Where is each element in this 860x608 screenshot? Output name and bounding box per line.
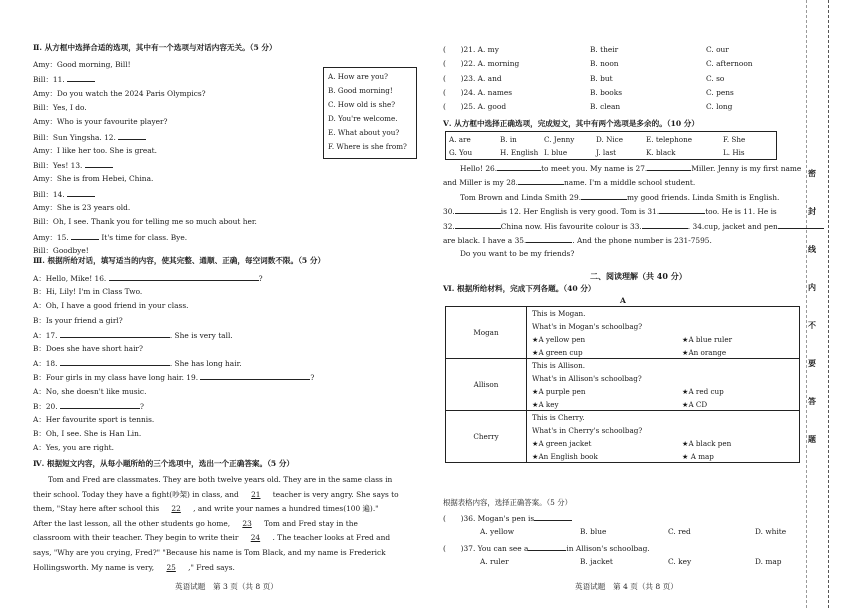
option-f: F. Where is she from? [328, 142, 407, 151]
dialogue-text: A：17. [33, 330, 60, 340]
schoolbag-item: This is Mogan. [532, 309, 586, 318]
seal-char: 密 [808, 168, 816, 178]
answer-blank [71, 232, 99, 240]
answer-blank [534, 513, 572, 521]
part-2-title: 二、阅读理解（共 40 分） [590, 271, 687, 281]
dialogue-text: Amy：15. [33, 232, 72, 242]
dialogue-text: B：Does she have short hair? [33, 344, 143, 353]
dialogue-line [33, 217, 257, 226]
passage-line [33, 533, 390, 542]
word-option: B. in [500, 135, 517, 144]
passage-text: After the last lesson, all the other students go home, [33, 518, 231, 528]
dialogue-line [33, 246, 89, 255]
seal-char: 不 [808, 320, 816, 330]
answer-blank [642, 221, 688, 229]
option-c: C. long [706, 102, 733, 112]
dialogue-text: Bill：Yes! 13. [33, 161, 85, 171]
passage-text: to meet you. My name is 27. [541, 164, 648, 173]
option-b: B. books [590, 87, 623, 97]
dialogue-line [33, 174, 153, 183]
dialogue-line [33, 287, 142, 296]
section-a-label: A [620, 296, 626, 305]
word-option: J. last [596, 148, 617, 157]
seal-char: 答 [808, 396, 816, 406]
dialogue-line [33, 74, 95, 84]
passage-text: classroom with their teacher. They begin to write their [33, 533, 239, 543]
answer-blank [455, 206, 501, 214]
passage-line [33, 548, 386, 557]
answer-blank [109, 273, 259, 281]
table-line [527, 359, 799, 372]
schoolbag-item: ★A purple pen [532, 387, 586, 396]
passage-tail: Tom and Fred stay in the [264, 518, 358, 528]
schoolbag-item: ★A key [532, 400, 559, 409]
dialogue-text: Amy：Who is your favourite player? [33, 117, 168, 127]
dialogue-tail: ? [258, 274, 263, 283]
dialogue-line [33, 387, 146, 396]
dialogue-line [33, 316, 123, 325]
option-row-q: ( )24. A. names [443, 87, 513, 97]
passage-tail: , and write your names a hundred times(100 遍)." [193, 504, 379, 514]
schoolbag-item: ★A green jacket [532, 439, 592, 448]
schoolbag-table [445, 306, 800, 463]
dialogue-line [33, 372, 314, 382]
dialogue-line [33, 358, 242, 368]
table-line [527, 450, 799, 462]
dialogue-text: A：Yes, you are right. [33, 443, 114, 453]
schoolbag-item: ★A green cup [532, 348, 583, 357]
passage-line [443, 221, 824, 231]
dialogue-line [33, 415, 154, 424]
section-6-instruction: 根据表格内容，选择正确答案。（5 分） [443, 498, 572, 507]
dialogue-text: A：Hello, Mike! 16. [33, 274, 109, 283]
choice-a: A. ruler [480, 557, 509, 566]
passage-text: them, "Stay here after school this [33, 504, 160, 514]
blank-number: 23 [242, 518, 252, 528]
seal-char: 要 [808, 358, 816, 368]
passage-text: 30. [443, 207, 455, 216]
passage-tail: . The teacher looks at Fred and [272, 533, 391, 543]
answer-blank [60, 401, 140, 409]
passage-line [33, 490, 399, 499]
answer-blank [581, 192, 627, 200]
table-line [527, 320, 799, 333]
table-line [527, 411, 799, 424]
answer-blank [647, 163, 691, 171]
passage-text: 32. [443, 222, 455, 231]
option-e: E. What about you? [328, 128, 400, 137]
passage-text: is 12. Her English is very good. Tom is 31. [500, 207, 660, 216]
passage-line [33, 519, 358, 528]
passage-text: their school. Today they have a fight(吵架) in class, and [33, 489, 239, 499]
choice-d: D. map [755, 557, 782, 566]
schoolbag-item: ★A CD [682, 400, 708, 409]
dialogue-line [33, 60, 131, 69]
passage-line [460, 249, 574, 258]
question-stem [443, 513, 572, 523]
passage-text: says, "Why are you crying, Fred?" "Because his name is Tom Black, and my name is Frederick [33, 548, 386, 557]
dialogue-line [33, 429, 141, 438]
table-line [527, 424, 799, 437]
schoolbag-item: ★A red cup [682, 387, 724, 396]
passage-line [443, 235, 712, 245]
passage-text: my good friends. Linda Smith is English. [627, 193, 780, 202]
blank-number: 22 [171, 504, 181, 514]
question-text: ( )37. You can see a [443, 544, 529, 553]
word-option: H. English [500, 148, 539, 157]
schoolbag-item: ★ A map [682, 452, 714, 461]
word-option: A. are [449, 135, 471, 144]
answer-blank [200, 372, 310, 380]
dialogue-line [33, 232, 187, 242]
dialogue-line [33, 330, 233, 340]
option-row-q: ( )21. A. my [443, 45, 499, 54]
passage-tail: ," Fred says. [188, 562, 235, 572]
word-option: I. blue [544, 148, 568, 157]
option-d: D. You're welcome. [328, 114, 398, 123]
dialogue-text: B：Oh, I see. She is Han Lin. [33, 429, 142, 439]
section-2-option-box [323, 67, 417, 159]
question-tail: in Allison's schoolbag. [566, 544, 650, 553]
passage-text: Do you want to be my friends? [460, 249, 575, 258]
dialogue-line [33, 146, 157, 155]
passage-line [460, 163, 801, 173]
dialogue-text: Amy：She is from Hebei, China. [33, 174, 154, 184]
table-line [527, 372, 799, 385]
dialogue-line [33, 117, 168, 126]
dialogue-text: Bill：Yes, I do. [33, 102, 87, 112]
choice-a: A. yellow [480, 527, 515, 536]
answer-blank [67, 74, 95, 82]
dialogue-text: Amy：She is 23 years old. [33, 203, 131, 212]
seal-char: 题 [808, 434, 816, 444]
passage-text: . And the phone number is 231-7595. [572, 236, 712, 245]
dialogue-text: Amy：Do you watch the 2024 Paris Olympics? [33, 88, 206, 98]
dialogue-text: B：20. [33, 401, 60, 411]
dialogue-line [33, 132, 146, 142]
word-option: L. His [723, 148, 745, 157]
answer-blank [497, 163, 541, 171]
answer-blank [85, 160, 113, 168]
passage-text: Hollingsworth. My name is very, [33, 562, 155, 572]
table-line [527, 398, 799, 410]
word-option: D. Nice [596, 135, 623, 144]
dialogue-text: Bill：Goodbye! [33, 245, 89, 255]
dialogue-text: Amy：Good morning, Bill! [33, 60, 131, 69]
blank-number: 21 [251, 489, 261, 499]
table-line [527, 437, 799, 450]
word-option: G. You [449, 148, 473, 157]
schoolbag-item: What's in Cherry's schoolbag? [532, 426, 643, 435]
passage-text: cup, jacket and pen [704, 222, 778, 231]
dialogue-text: Bill：11. [33, 75, 68, 85]
answer-blank [778, 221, 824, 229]
choice-b: B. blue [580, 527, 607, 536]
choice-b: B. jacket [580, 557, 613, 566]
dialogue-text: Bill：Oh, I see. Thank you for telling me so much about her. [33, 217, 257, 227]
option-b: B. Good morning! [328, 86, 393, 95]
answer-blank [60, 358, 170, 366]
student-name: Cherry [446, 411, 527, 463]
student-name: Allison [446, 359, 527, 411]
answer-blank [60, 330, 170, 338]
option-c: C. pens [706, 87, 734, 97]
dialogue-line [33, 401, 144, 411]
schoolbag-item: ★A yellow pen [532, 335, 586, 344]
schoolbag-item: ★A black pen [682, 439, 732, 448]
schoolbag-item: ★A blue ruler [682, 335, 733, 344]
question-text: ( )36. Mogan's pen is [443, 514, 535, 523]
passage-line [443, 177, 695, 187]
schoolbag-item: This is Allison. [532, 361, 585, 370]
dialogue-text: B：Hi, Lily! I'm in Class Two. [33, 287, 143, 297]
answer-blank [518, 177, 564, 185]
passage-line [48, 475, 392, 484]
dialogue-line [33, 89, 206, 98]
passage-line [33, 504, 379, 513]
passage-text: . 34. [687, 222, 705, 231]
choice-c: C. red [668, 527, 691, 536]
passage-line [33, 563, 235, 572]
passage-text: and Miller is my 28. [443, 178, 518, 187]
dialogue-line [33, 344, 143, 353]
question-stem [443, 543, 650, 553]
dialogue-line [33, 273, 263, 283]
dialogue-line [33, 203, 130, 212]
seal-char: 线 [808, 244, 816, 254]
passage-text: Miller. Jenny is my first name [691, 164, 802, 173]
schoolbag-item: ★An English book [532, 452, 598, 461]
table-line [527, 385, 799, 398]
word-option: E. telephone [646, 135, 692, 144]
dialogue-line [33, 103, 87, 112]
schoolbag-item: What's in Allison's schoolbag? [532, 374, 642, 383]
option-c: C. afternoon [706, 59, 753, 69]
option-a: A. How are you? [328, 72, 388, 81]
dialogue-line [33, 301, 188, 310]
dialogue-text: A：Her favourite sport is tennis. [33, 415, 155, 424]
page-footer-3: 英语试题 第 3 页（共 8 页） [175, 582, 278, 591]
table-line [527, 333, 799, 346]
answer-blank [526, 235, 572, 243]
section-5-title: Ⅴ. 从方框中选择正确选项，完成短文，其中有两个选项是多余的。（10 分） [443, 119, 699, 128]
seal-char: 封 [808, 206, 816, 216]
option-row-q: ( )25. A. good [443, 102, 507, 112]
table-line [527, 346, 799, 358]
dialogue-text: Amy：I like her too. She is great. [33, 145, 157, 155]
dialogue-tail: ? [139, 401, 144, 411]
dialogue-text: B：Four girls in my class have long hair. 19. [33, 373, 201, 383]
answer-blank [528, 543, 566, 551]
option-row-q: ( )23. A. and [443, 73, 502, 83]
dialogue-line [33, 160, 113, 170]
passage-text: too. He is 11. He is [705, 207, 777, 216]
word-option: K. black [646, 148, 676, 157]
word-option: C. Jenny [544, 135, 575, 144]
option-row-q: ( )22. A. morning [443, 59, 520, 69]
answer-blank [455, 221, 501, 229]
dialogue-tail: It's time for class. Bye. [99, 232, 188, 242]
passage-text: Tom and Fred are classmates. They are both twelve years old. They are in the same class in [48, 475, 393, 484]
dialogue-tail: . She has long hair. [169, 359, 242, 369]
section-2-title: Ⅱ. 从方框中选择合适的选项，其中有一个选项与对话内容无关。（5 分） [33, 43, 277, 52]
option-b: B. their [590, 45, 619, 54]
option-b: B. noon [590, 59, 619, 69]
schoolbag-item: What's in Mogan's schoolbag? [532, 322, 643, 331]
schoolbag-item: This is Cherry. [532, 413, 585, 422]
section-6-title: Ⅵ. 根据所给材料，完成下列各题。（40 分） [443, 284, 596, 293]
option-c: C. How old is she? [328, 100, 396, 109]
dialogue-line [33, 189, 95, 199]
option-b: B. clean [590, 102, 621, 112]
blank-number: 24 [250, 533, 261, 543]
dialogue-text: A：18. [33, 359, 60, 369]
dialogue-tail: ? [310, 373, 315, 383]
passage-text: Hello! 26. [460, 164, 498, 173]
dialogue-text: B：Is your friend a girl? [33, 315, 123, 325]
word-option: F. She [723, 135, 746, 144]
dialogue-text: A：No, she doesn't like music. [33, 386, 147, 396]
answer-blank [67, 189, 95, 197]
dialogue-line [33, 443, 114, 452]
page-divider [806, 0, 807, 608]
student-name: Mogan [446, 307, 527, 359]
choice-c: C. key [668, 557, 692, 566]
schoolbag-item: ★An orange [682, 348, 727, 357]
dialogue-tail: . She is very tall. [169, 330, 233, 340]
page-footer-4: 英语试题 第 4 页（共 8 页） [575, 582, 678, 591]
blank-number: 25 [166, 562, 176, 572]
section-4-title: Ⅳ. 根据短文内容，从每小题所给的三个选项中，选出一个正确答案。（5 分） [33, 459, 295, 468]
dialogue-text: Bill：Sun Yingsha. 12. [33, 132, 119, 142]
passage-text: China now. His favourite colour is 33. [500, 222, 642, 231]
passage-text: are black. I have a 35. [443, 236, 527, 245]
passage-text: Tom Brown and Linda Smith 29. [460, 193, 582, 202]
table-line [527, 307, 799, 320]
choice-d: D. white [755, 527, 787, 536]
option-c: C. our [706, 45, 729, 54]
dialogue-text: Bill：14. [33, 189, 68, 199]
answer-blank [659, 206, 705, 214]
answer-blank [118, 132, 146, 140]
passage-tail: teacher is very angry. She says to [272, 489, 399, 499]
option-b: B. but [590, 73, 613, 83]
seal-line [828, 0, 829, 608]
dialogue-text: A：Oh, I have a good friend in your class. [33, 301, 189, 311]
section-5-word-box [445, 131, 777, 160]
passage-line [443, 206, 777, 216]
seal-char: 内 [808, 282, 816, 292]
passage-line [460, 192, 779, 202]
section-3-title: Ⅲ. 根据所给对话，填写适当的内容，使其完整、通顺、正确，每空词数不限。（5 分） [33, 256, 326, 265]
option-c: C. so [706, 73, 725, 83]
passage-text: name. I'm a middle school student. [563, 178, 696, 187]
